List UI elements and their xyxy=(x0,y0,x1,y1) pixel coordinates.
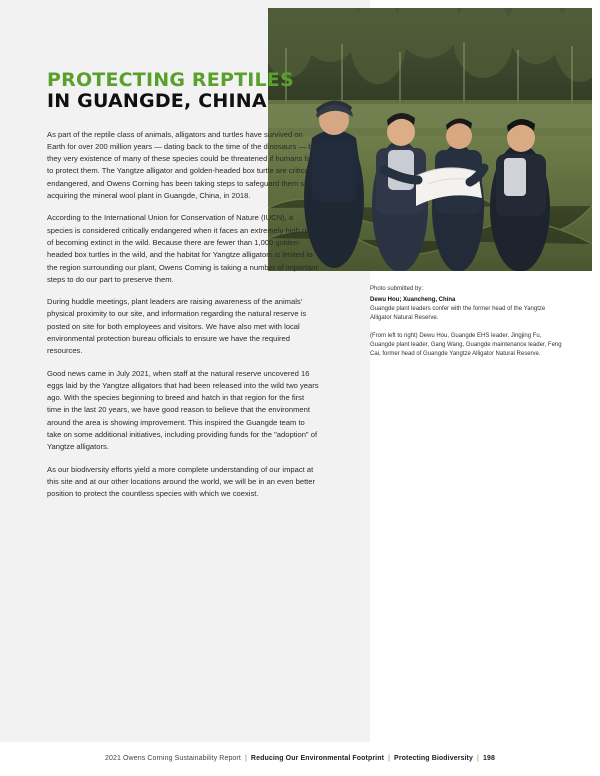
page-title-line2: IN GUANGDE, CHINA xyxy=(47,90,267,113)
article-paragraph: Good news came in July 2021, when staff at the natural reserve uncovered 16 eggs laid by the Yangtze alligators that had been released into the wild two years ago. With the species beginning to breed and hatch in that region for the first time in the last 20 years, we have good reason to believe that the environment around the area is showing improvement. This inspired the Guangde team to take on some additional initiatives, including providing funds for the "adoption" of Yangtze alligators. xyxy=(47,368,319,452)
article-paragraph: During huddle meetings, plant leaders are raising awareness of the animals' physical proximity to our site, and information regarding the natural reserve is posted on site for both employees and visitors. We have also met with local environmental protection bureau officials to ensure we have the required resources. xyxy=(47,297,307,356)
caption-credits: (From left to right) Dewu Hou, Guangde EHS leader, Jingjing Fu, Guangde plant leader, Gang Wang, Guangde maintenance leader, Feng Cai, former head of Guangde Yangtze Alligator Natural Reserve. xyxy=(370,333,562,357)
footer-subsection: Protecting Biodiversity xyxy=(394,755,473,762)
footer-separator: | xyxy=(388,755,390,762)
caption-description: Guangde plant leaders confer with the former head of the Yangtze Alligator Natural Reserve. xyxy=(370,306,546,321)
caption-submitted-label: Photo submitted by: xyxy=(370,286,424,292)
caption-submitted-by: Dewu Hou; Xuancheng, China xyxy=(370,297,456,303)
page-footer xyxy=(0,755,600,762)
page-title-line1: PROTECTING REPTILES xyxy=(47,69,294,91)
article-paragraph: As our biodiversity efforts yield a more complete understanding of our impact at this site and at our other locations around the world, we will be in an even better position to protect the countless species with which we coexist. xyxy=(47,464,316,499)
page-title xyxy=(47,70,319,113)
article-paragraph: As part of the reptile class of animals, alligators and turtles have survived on Earth for over 200 million years — dating back to the time of the dinosaurs — but they very existence of many of these species could be threatened if humans fail to protect them. The Yangtze alligator and golden-headed box turtle are critically endangered, and Owens Corning has been taking steps to safeguard them since acquiring the mineral wool plant in Guangde, China, in 2018. xyxy=(47,129,319,201)
article-paragraph: According to the International Union for Conservation of Nature (IUCN), a species is considered critically endangered when it faces an extremely high risk of becoming extinct in the wild. Because there are fewer than 1,000 golden-headed box turtles in the wild, and the habitat for Yangtze alligators is limited to the region surrounding our plant, Owens Corning is taking a number of important steps to do our part to preserve them. xyxy=(47,213,318,284)
footer-report-title: 2021 Owens Corning Sustainability Report xyxy=(105,755,241,762)
footer-separator: | xyxy=(244,755,247,762)
footer-separator: | xyxy=(477,755,479,762)
photo-caption xyxy=(370,285,565,359)
footer-page-number: 198 xyxy=(483,755,495,762)
article-column xyxy=(47,70,319,501)
footer-section: Reducing Our Environmental Footprint xyxy=(250,755,385,762)
article-body xyxy=(47,129,319,501)
